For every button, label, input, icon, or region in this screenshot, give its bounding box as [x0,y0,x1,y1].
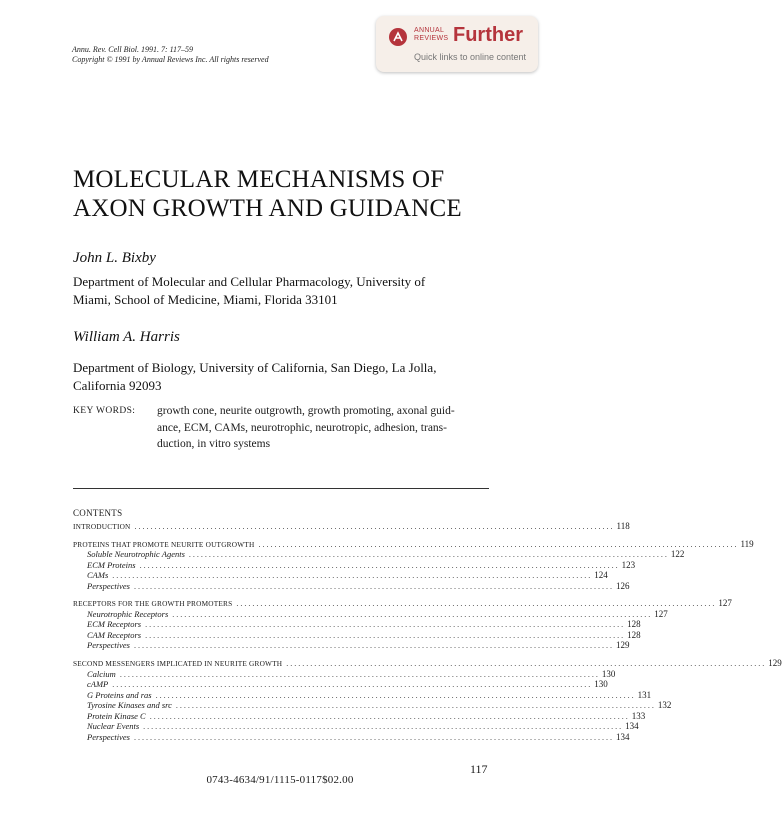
toc-entry-page: 130 [594,679,608,690]
toc-entry-page: 128 [627,629,641,640]
toc-dot-leader: . . . . . . . . . . . . . . . . . . . . . . . . . . . . . . . . . . . . . . . . . . . . . . . . . . . . . . . . . . . . . . . . . . . . . . . . . . . . . . . . . . . . . . . . . . . . . . . . . . . . . . . . . . . . . . . . . . . . . . . . [112,571,591,581]
toc-dot-leader: . . . . . . . . . . . . . . . . . . . . . . . . . . . . . . . . . . . . . . . . . . . . . . . . . . . . . . . . . . . . . . . . . . . . . . . . . . . . . . . . . . . . . . . . . . . . . . . . . . . . . . . . . . . . . . . . . . . . . . . . [133,641,612,651]
toc-entry-page: 129 [615,640,630,651]
title-line-1: MOLECULAR MECHANISMS OF [73,166,445,193]
toc-dot-leader: . . . . . . . . . . . . . . . . . . . . . . . . . . . . . . . . . . . . . . . . . . . . . . . . . . . . . . . . . . . . . . . . . . . . . . . . . . . . . . . . . . . . . . . . . . . . . . . . . . . . . . . . . . . . . . . . . . . . . . . . [119,669,598,679]
keywords-line-3: duction, in vitro systems [157,438,271,450]
affiliation-2-line-2: California 92093 [73,378,162,393]
toc-entry-page: 132 [657,700,672,711]
badge-further-label: Further [453,24,523,46]
toc-subsection-entry[interactable] [73,721,639,732]
toc-entry-page: 118 [616,521,630,531]
toc-subsection-entry[interactable] [73,731,630,743]
toc-entry-page: 124 [594,570,608,581]
journal-citation [72,45,269,65]
citation-line-1: Annu. Rev. Cell Biol. 1991. 7: 117–59 [72,45,194,54]
toc-subsection-entry[interactable] [73,689,652,701]
toc-subsection-entry[interactable] [73,629,641,641]
toc-subsection-entry[interactable] [73,700,672,711]
toc-subsection-entry[interactable] [73,608,668,620]
keywords-text [157,403,492,453]
page-number: 117 [470,762,488,776]
toc-dot-leader: . . . . . . . . . . . . . . . . . . . . . . . . . . . . . . . . . . . . . . . . . . . . . . . . . . . . . . . . . . . . . . . . . . . . . . . . . . . . . . . . . . . . . . . . . . . . . . . . . . . . . . . . . . . . . . . . . . . . . . . . [145,630,624,640]
author-name-2: William A. Harris [73,329,180,345]
keywords-label: KEY WORDS: [73,406,136,416]
keywords-line-2: ance, ECM, CAMs, neurotrophic, neurotropic, adhesion, trans- [157,421,447,434]
toc-entry-label: CAM Receptors [87,629,142,640]
toc-entry-page: 128 [627,619,641,630]
toc-entry-label: Soluble Neurotrophic Agents [87,549,185,560]
toc-subsection-entry[interactable] [73,559,636,571]
toc-subsection-entry[interactable] [73,668,616,680]
author-affiliation-2 [73,359,503,395]
toc-subsection-entry[interactable] [73,640,630,651]
toc-dot-leader: . . . . . . . . . . . . . . . . . . . . . . . . . . . . . . . . . . . . . . . . . . . . . . . . . . . . . . . . . . . . . . . . . . . . . . . . . . . . . . . . . . . . . . . . . . . . . . . . . . . . . . . . . . . . . . . . . . . . . . . . [134,522,613,531]
toc-dot-leader: . . . . . . . . . . . . . . . . . . . . . . . . . . . . . . . . . . . . . . . . . . . . . . . . . . . . . . . . . . . . . . . . . . . . . . . . . . . . . . . . . . . . . . . . . . . . . . . . . . . . . . . . . . . . . . . . . . . . . . . . [258,539,737,549]
toc-entry-label: Nuclear Events [87,721,140,732]
toc-entry-label: Perspectives [87,640,130,651]
toc-entry-page: 134 [625,721,639,732]
toc-entry-label: Protein Kinase C [87,710,146,721]
author-affiliation-1 [73,273,503,309]
badge-brand-line-1: ANNUAL [414,27,445,34]
toc-dot-leader: . . . . . . . . . . . . . . . . . . . . . . . . . . . . . . . . . . . . . . . . . . . . . . . . . . . . . . . . . . . . . . . . . . . . . . . . . . . . . . . . . . . . . . . . . . . . . . . . . . . . . . . . . . . . . . . . . . . . . . . . [149,711,628,721]
toc-subsection-entry[interactable] [73,710,646,722]
toc-entry-page: 130 [601,668,616,679]
toc-entry-page: 131 [637,689,652,700]
toc-subsection-entry[interactable] [73,580,630,592]
toc-entry-page: 129 [768,658,782,669]
toc-entry-page: 127 [654,608,668,619]
annual-reviews-logo-icon [389,28,407,46]
badge-brand-line-2: REVIEWS [414,35,449,42]
toc-dot-leader: . . . . . . . . . . . . . . . . . . . . . . . . . . . . . . . . . . . . . . . . . . . . . . . . . . . . . . . . . . . . . . . . . . . . . . . . . . . . . . . . . . . . . . . . . . . . . . . . . . . . . . . . . . . . . . . . . . . . . . . . [286,659,765,669]
badge-brand [414,27,448,43]
toc-subsection-entry[interactable] [73,679,608,690]
annual-reviews-further-badge[interactable] [376,16,538,72]
toc-entry-page: 119 [740,538,754,549]
toc-dot-leader: . . . . . . . . . . . . . . . . . . . . . . . . . . . . . . . . . . . . . . . . . . . . . . . . . . . . . . . . . . . . . . . . . . . . . . . . . . . . . . . . . . . . . . . . . . . . . . . . . . . . . . . . . . . . . . . . . . . . . . . . [133,581,612,591]
toc-entry-label: Perspectives [87,731,130,742]
contents-heading: CONTENTS [73,508,123,518]
toc-dot-leader: . . . . . . . . . . . . . . . . . . . . . . . . . . . . . . . . . . . . . . . . . . . . . . . . . . . . . . . . . . . . . . . . . . . . . . . . . . . . . . . . . . . . . . . . . . . . . . . . . . . . . . . . . . . . . . . . . . . . . . . . [236,599,715,609]
toc-dot-leader: . . . . . . . . . . . . . . . . . . . . . . . . . . . . . . . . . . . . . . . . . . . . . . . . . . . . . . . . . . . . . . . . . . . . . . . . . . . . . . . . . . . . . . . . . . . . . . . . . . . . . . . . . . . . . . . . . . . . . . . . [188,550,667,560]
table-of-contents [73,521,782,742]
price-code: 0743-4634/91/1115-0117$02.00 [206,774,354,786]
toc-dot-leader: . . . . . . . . . . . . . . . . . . . . . . . . . . . . . . . . . . . . . . . . . . . . . . . . . . . . . . . . . . . . . . . . . . . . . . . . . . . . . . . . . . . . . . . . . . . . . . . . . . . . . . . . . . . . . . . . . . . . . . . . [133,732,612,742]
toc-section-entry[interactable] [73,538,754,550]
affiliation-1-line-1: Department of Molecular and Cellular Pharmacology, University of [73,274,426,289]
toc-entry-page: 126 [615,580,630,591]
author-name-1: John L. Bixby [73,250,156,266]
toc-entry-label: Perspectives [87,580,130,591]
toc-subsection-entry[interactable] [73,549,685,560]
toc-entry-page: 133 [631,710,646,721]
toc-dot-leader: . . . . . . . . . . . . . . . . . . . . . . . . . . . . . . . . . . . . . . . . . . . . . . . . . . . . . . . . . . . . . . . . . . . . . . . . . . . . . . . . . . . . . . . . . . . . . . . . . . . . . . . . . . . . . . . . . . . . . . . . [155,690,634,700]
toc-dot-leader: . . . . . . . . . . . . . . . . . . . . . . . . . . . . . . . . . . . . . . . . . . . . . . . . . . . . . . . . . . . . . . . . . . . . . . . . . . . . . . . . . . . . . . . . . . . . . . . . . . . . . . . . . . . . . . . . . . . . . . . . [145,620,624,630]
toc-dot-leader: . . . . . . . . . . . . . . . . . . . . . . . . . . . . . . . . . . . . . . . . . . . . . . . . . . . . . . . . . . . . . . . . . . . . . . . . . . . . . . . . . . . . . . . . . . . . . . . . . . . . . . . . . . . . . . . . . . . . . . . . [172,609,651,619]
toc-entry-page: 127 [718,598,732,609]
affiliation-2-line-1: Department of Biology, University of California, San Diego, La Jolla, [73,360,437,375]
toc-subsection-entry[interactable] [73,570,608,581]
title-line-2: AXON GROWTH AND GUIDANCE [73,195,462,222]
toc-dot-leader: . . . . . . . . . . . . . . . . . . . . . . . . . . . . . . . . . . . . . . . . . . . . . . . . . . . . . . . . . . . . . . . . . . . . . . . . . . . . . . . . . . . . . . . . . . . . . . . . . . . . . . . . . . . . . . . . . . . . . . . . [175,701,654,711]
toc-entry-label: INTRODUCTION [73,522,131,531]
toc-entry-label: G Proteins and ras [87,689,152,700]
toc-entry-label: PROTEINS THAT PROMOTE NEURITE OUTGROWTH [73,539,255,549]
affiliation-1-line-2: Miami, School of Medicine, Miami, Florida 33101 [73,292,338,307]
toc-entry-label: Neurotrophic Receptors [87,608,169,619]
keywords-line-1: growth cone, neurite outgrowth, growth promoting, axonal guid- [157,405,455,417]
toc-entry-page: 123 [621,559,636,570]
toc-entry-label: ECM Receptors [87,619,142,630]
toc-section-entry[interactable] [73,658,782,669]
toc-dot-leader: . . . . . . . . . . . . . . . . . . . . . . . . . . . . . . . . . . . . . . . . . . . . . . . . . . . . . . . . . . . . . . . . . . . . . . . . . . . . . . . . . . . . . . . . . . . . . . . . . . . . . . . . . . . . . . . . . . . . . . . . [112,680,591,690]
toc-entry-page: 134 [615,731,630,742]
article-title [73,165,513,223]
toc-subsection-entry[interactable] [73,619,641,630]
toc-section-entry[interactable] [73,598,732,609]
toc-section-entry[interactable] [73,521,630,532]
toc-entry-label: Tyrosine Kinases and src [87,700,172,711]
toc-dot-leader: . . . . . . . . . . . . . . . . . . . . . . . . . . . . . . . . . . . . . . . . . . . . . . . . . . . . . . . . . . . . . . . . . . . . . . . . . . . . . . . . . . . . . . . . . . . . . . . . . . . . . . . . . . . . . . . . . . . . . . . . [143,722,622,732]
section-divider [73,488,489,489]
toc-entry-page: 122 [670,549,685,560]
toc-entry-label: RECEPTORS FOR THE GROWTH PROMOTERS [73,599,233,609]
toc-entry-label: CAMs [87,570,109,581]
toc-entry-label: cAMP [87,679,109,690]
badge-quicklinks-link[interactable]: Quick links to online content [414,52,527,62]
toc-entry-label: ECM Proteins [87,559,136,570]
toc-entry-label: Calcium [87,668,116,679]
citation-line-2: Copyright © 1991 by Annual Reviews Inc. All rights reserved [72,55,269,64]
toc-dot-leader: . . . . . . . . . . . . . . . . . . . . . . . . . . . . . . . . . . . . . . . . . . . . . . . . . . . . . . . . . . . . . . . . . . . . . . . . . . . . . . . . . . . . . . . . . . . . . . . . . . . . . . . . . . . . . . . . . . . . . . . . [139,560,618,570]
toc-entry-label: SECOND MESSENGERS IMPLICATED IN NEURITE GROWTH [73,659,283,669]
